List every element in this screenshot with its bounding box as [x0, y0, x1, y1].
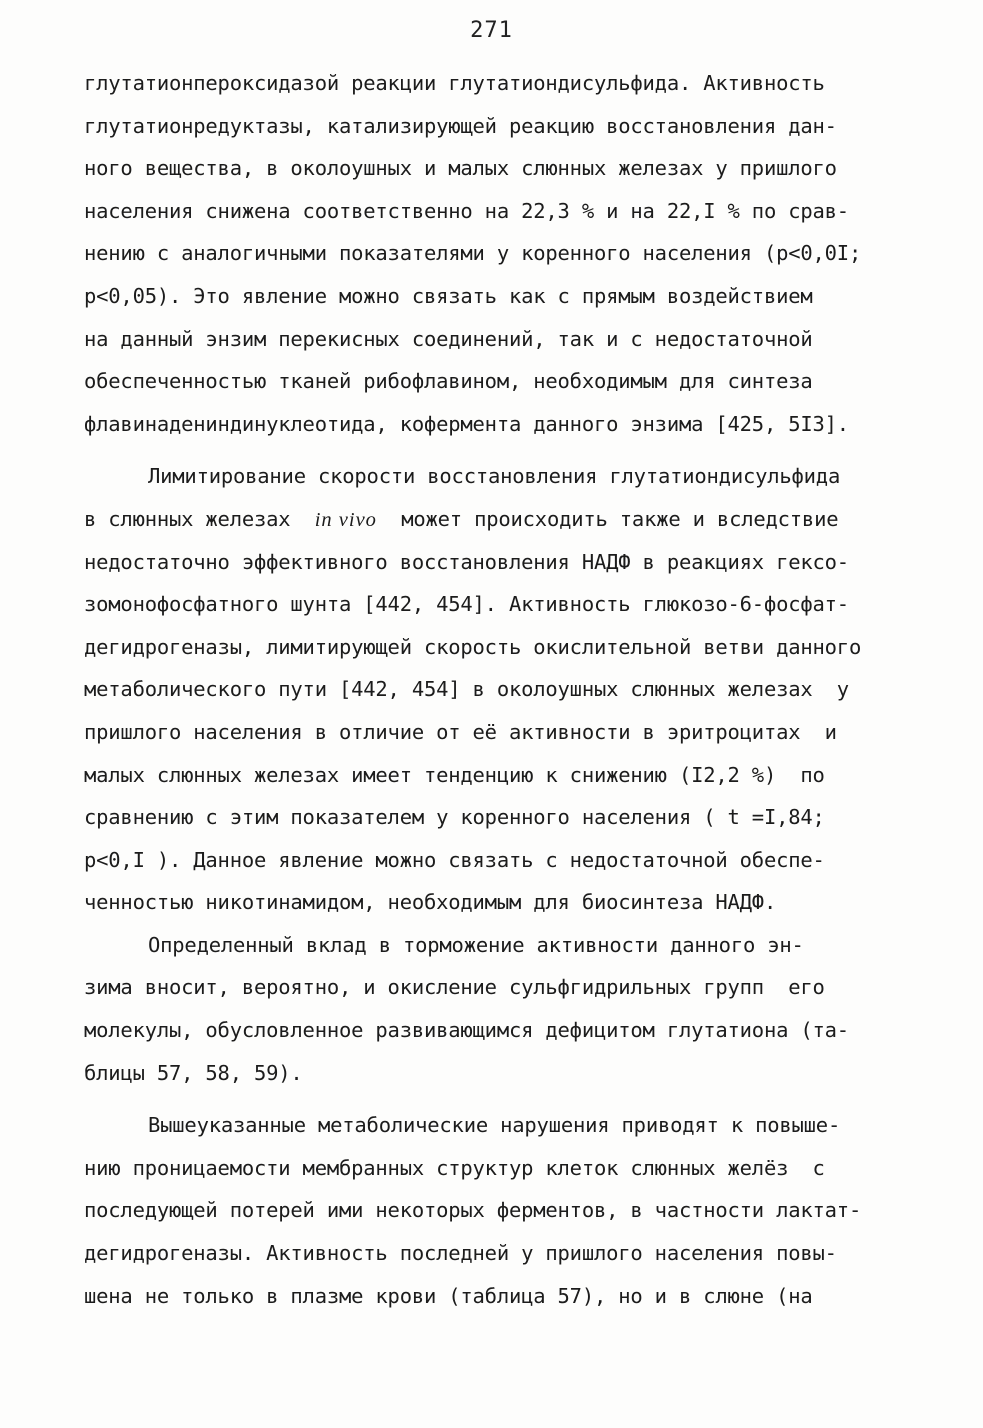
text-line: Определенный вклад в торможение активности данного эн-: [148, 932, 804, 957]
text-segment: в слюнных железах: [84, 506, 291, 531]
text-line: малых слюнных железах имеет тенденцию к снижению (I2,2 %) по: [84, 762, 825, 787]
text-line: ченностью никотинамидом, необходимым для биосинтеза НАДФ.: [84, 890, 777, 915]
text-line: ного вещества, в околоушных и малых слюнных железах у пришлого: [84, 156, 837, 181]
text-line: блицы 57, 58, 59).: [84, 1060, 303, 1085]
text-line: дегидрогеназы, лимитирующей скорость окислительной ветви данного: [84, 634, 862, 659]
text-line: флавинадениндинуклеотида, кофермента данного энзима [425, 5I3].: [84, 411, 849, 436]
text-line: шена не только в плазме крови (таблица 57), но и в слюне (на: [84, 1283, 813, 1308]
text-line: недостаточно эффективного восстановления НАДФ в реакциях гексо-: [84, 549, 849, 574]
text-line: нению с аналогичными показателями у коренного населения (p<0,0I;: [84, 241, 862, 266]
text-line: [84, 498, 904, 541]
text-line: населения снижена соответственно на 22,3 % и на 22,I % по срав-: [84, 198, 849, 223]
body-text: [84, 62, 904, 1317]
paragraph-1: [84, 62, 904, 445]
text-line: нию проницаемости мембранных структур клеток слюнных желёз с: [84, 1155, 825, 1180]
text-line: зомонофосфатного шунта [442, 454]. Активность глюкозо-6-фосфат-: [84, 592, 849, 617]
text-line: глутатионредуктазы, катализирующей реакцию восстановления дан-: [84, 113, 837, 138]
text-line: p<0,05). Это явление можно связать как с прямым воздействием: [84, 283, 813, 308]
paragraph-3: [84, 1104, 904, 1317]
text-line: зима вносит, вероятно, и окисление сульфгидрильных групп его: [84, 975, 825, 1000]
text-line: метаболического пути [442, 454] в околоушных слюнных железах у: [84, 677, 849, 702]
paragraph-2: [84, 455, 904, 1094]
text-line: сравнению с этим показателем у коренного населения ( t =I,84;: [84, 805, 825, 830]
text-segment: может происходить также и вследствие: [401, 506, 839, 531]
text-line: p<0,I ). Данное явление можно связать с недостаточной обеспе-: [84, 847, 825, 872]
text-line: обеспеченностью тканей рибофлавином, необходимым для синтеза: [84, 369, 813, 394]
text-line: глутатионпероксидазой реакции глутатиондисульфида. Активность: [84, 71, 825, 95]
text-line: молекулы, обусловленное развивающимся дефицитом глутатиона (та-: [84, 1018, 849, 1043]
page-number: 271: [470, 18, 513, 43]
text-line: последующей потерей ими некоторых ферментов, в частности лактат-: [84, 1198, 862, 1223]
text-line: Лимитирование скорости восстановления глутатиондисульфида: [148, 464, 841, 489]
latin-term: in vivo: [314, 508, 377, 531]
text-line: дегидрогеназы. Активность последней у пришлого населения повы-: [84, 1241, 837, 1266]
text-line: на данный энзим перекисных соединений, так и с недостаточной: [84, 326, 813, 351]
text-line: пришлого населения в отличие от её активности в эритроцитах и: [84, 719, 837, 744]
text-line: Вышеуказанные метаболические нарушения приводят к повыше-: [148, 1113, 841, 1138]
